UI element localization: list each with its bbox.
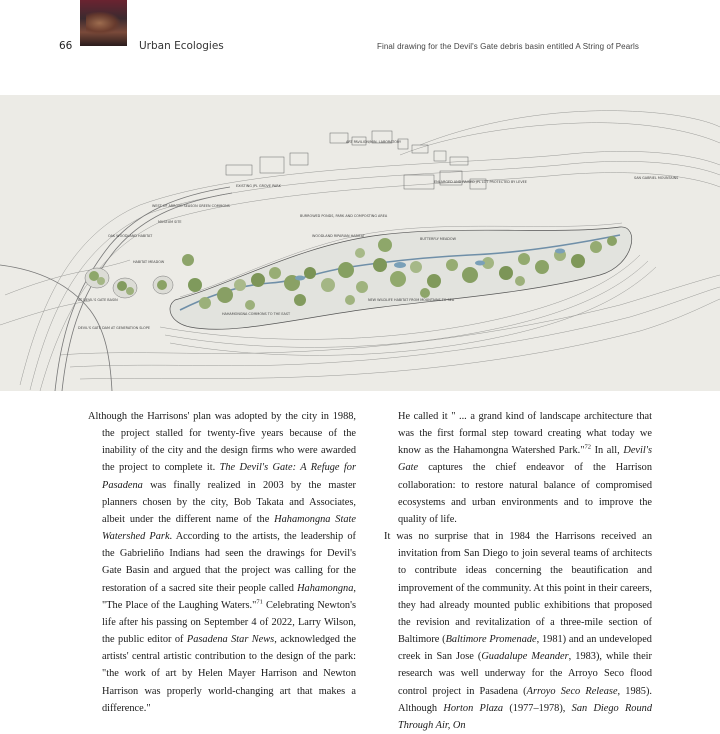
header-thumbnail-image	[80, 0, 127, 46]
body-paragraph: Although the Harrisons' plan was adopted by the city in 1988, the project stalled for twenty-five years because of the inability of the city and the design firms who were awarded the project to complete it. The Devil's Gate: A Refuge for Pasadena was finally realized in 2003 by the master planners chosen by the city, Bob Takata and Associates, albeit under the different name of the Hahamongna State Watershed Park. According to the artists, the leadership of the Gabrieliño Indians had seen the drawings for Devil's Gate Basin and argued that the project was calling for the restoration of a sacred site their people called Hahamongna, "The Place of the Laughing Waters."$^{71}$ Celebrating Newton's life after his passing on September 4 of 2022, Larry Wilson, the public editor of Pasadena Star News, acknowledged the artists' central artistic contribution to the design of the park: "the work of art by Helen Mayer Harrison and Newton Harrison was properly world-changing art that makes a difference."	[88, 411, 356, 714]
site-plan-drawing	[0, 95, 720, 391]
label-oak-woodland: OAK WOODLAND HABITAT	[108, 234, 153, 238]
label-burrowed: BURROWED PONDS, PARK AND COMPOSTING AREA	[300, 214, 388, 218]
figure-caption: Final drawing for the Devil's Gate debris basin entitled A String of Pearls	[376, 42, 639, 51]
label-art-pavilion: ART PAVILION/MIN. LABORATORY	[346, 140, 402, 144]
label-san-gabriel: SAN GABRIEL MOUNTAINS	[634, 176, 679, 180]
body-left-column	[88, 408, 356, 717]
running-head: Urban Ecologies	[139, 40, 224, 52]
label-museum-site: MUSEUM SITE	[158, 220, 182, 224]
label-devils-gate: DEVIL'S GATE DAM AT GENERATION SLOPE	[78, 326, 151, 330]
label-west-riparian: WEST OF ARROYO SEASON GREEN COMMONS	[152, 204, 230, 208]
label-hahamongna: HAHAMONGNA COMMONS TO THE EAST	[222, 312, 291, 316]
label-habitat-meadow: HABITAT MEADOW	[133, 260, 165, 264]
label-island-basin: AT DEVIL'S GATE BASIN	[78, 298, 118, 302]
label-enlarged: ENLARGED AND RAISED JPL LOT PROTECTED BY LEVEE	[434, 180, 527, 184]
body-right-column	[384, 408, 652, 734]
page-number: 66	[59, 40, 73, 52]
label-existing-park: EXISTING JPL GROVE PARK	[236, 184, 281, 188]
label-butterfly: BUTTERFLY MEADOW	[420, 237, 456, 241]
label-woodland: WOODLAND RIPARIAN HABITAT	[312, 234, 365, 238]
body-paragraph: He called it " ... a grand kind of landscape architecture that was the first formal step toward creating what today we know as the Hahamongna Watershed Park."$^{72}$ In all, Devil's Gate captures the chief endeavor of the Harrison collaboration: to restore natural balance of compromised ecosystems and urban environments and to improve the quality of life.	[398, 411, 652, 525]
label-new-wildlife: NEW WILDLIFE HABITAT FROM MOUNTAINS TO SEA	[368, 298, 455, 302]
body-paragraph: It was no surprise that in 1984 the Harrisons received an invitation from San Diego to join several teams of architects to contribute ideas concerning the beautification and improvement of the community. At this point in their careers, they had already mounted public exhibitions that proposed the revision and revitalization of a three-mile section of Baltimore (Baltimore Promenade, 1981) and an undeveloped creek in San Jose (Guadalupe Meander, 1983), while their research was well underway for the Arroyo Seco flood control project in Pasadena (Arroyo Seco Release, 1985). Although Horton Plaza (1977–1978), San Diego Round Through Air, On	[384, 531, 653, 731]
